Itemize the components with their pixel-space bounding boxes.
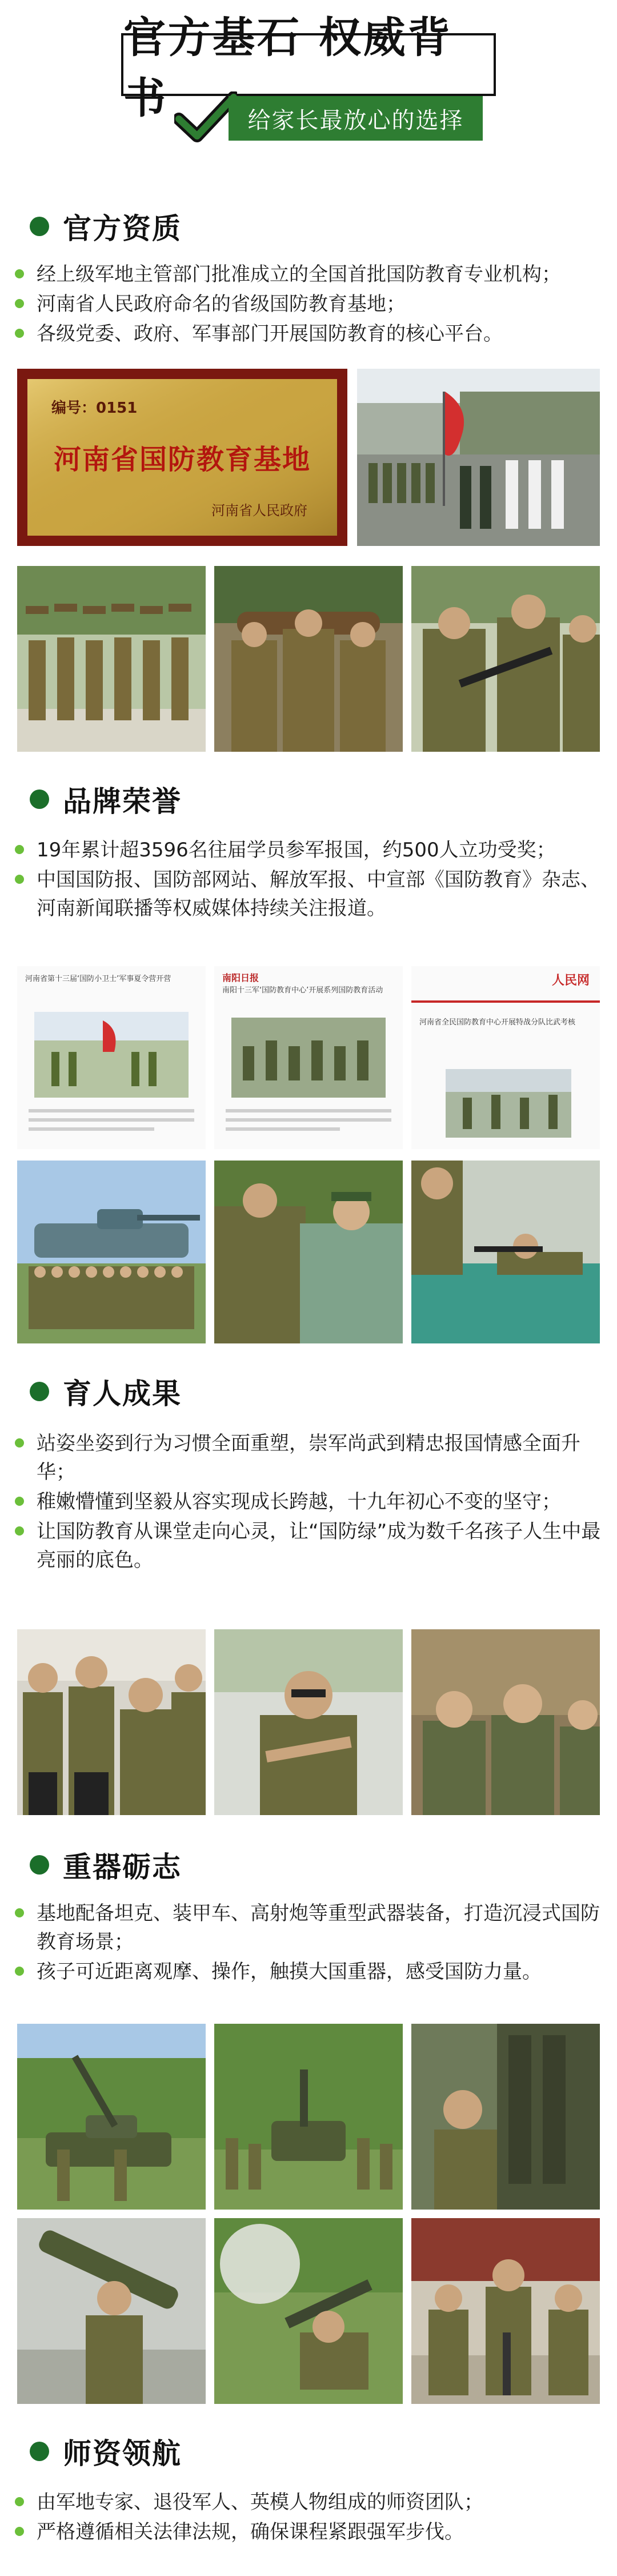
plaque-name: 河南省国防教育基地: [53, 444, 311, 476]
bullet-item: 各级党委、政府、军事部门开展国防教育的核心平台。: [15, 320, 609, 348]
bullet-item: 经上级军地主管部门批准成立的全国首批国防教育专业机构；: [15, 260, 609, 289]
hero-subtitle: 给家长最放心的选择: [229, 96, 483, 141]
bullet-item: 由军地专家、退役军人、英模人物组成的师资团队；: [15, 2488, 609, 2517]
article-masthead: 南阳日报: [222, 972, 259, 983]
bullet-list: [15, 2488, 609, 2547]
section-title: 品牌荣誉: [63, 785, 182, 818]
bullet-item: 稚嫩懵懂到坚毅从容实现成长跨越，十九年初心不变的坚守；: [15, 1488, 609, 1516]
section-title: 育人成果: [63, 1377, 182, 1410]
hero-title: 官方基石 权威背书: [121, 33, 496, 96]
section-title: 官方资质: [63, 212, 182, 245]
bullet-item: 让国防教育从课堂走向心灵，让“国防绿”成为数千名孩子人生中最亮丽的底色。: [15, 1517, 609, 1574]
bullet-item: 中国国防报、国防部网站、解放军报、中宣部《国防教育》杂志、河南新闻联播等权威媒体持续关注报道。: [15, 866, 609, 923]
article-headline: 河南省全民国防教育中心开展特战分队比武考核: [419, 1018, 576, 1027]
plaque-issuer: 河南省人民政府: [211, 503, 307, 519]
article-headline: 南阳十三军‘国防教育中心’开展系列国防教育活动: [222, 986, 383, 995]
bullet-item: 河南省人民政府命名的省级国防教育基地；: [15, 290, 609, 318]
bullet-item: 站姿坐姿到行为习惯全面重塑，崇军尚武到精忠报国情感全面升华；: [15, 1429, 609, 1486]
section-title: 重器砺志: [63, 1851, 182, 1884]
article-headline: 河南省第十三届‘国防小卫士’军事夏令营开营: [25, 975, 171, 983]
bullet-item: 19年累计超3596名往届学员参军报国，约500人立功受奖；: [15, 836, 609, 864]
section-header: [30, 2431, 182, 2472]
article-masthead: 人民网: [551, 974, 590, 988]
plaque-number: 编号：0151: [51, 400, 138, 417]
section-title: 师资领航: [63, 2437, 182, 2470]
bullet-item: 孩子可近距离观摩、操作，触摸大国重器，感受国防力量。: [15, 1957, 609, 1986]
bullet-item: 严格遵循相关法律法规，确保课程紧跟强军步伐。: [15, 2518, 609, 2546]
bullet-item: 基地配备坦克、装甲车、高射炮等重型武器装备，打造沉浸式国防教育场景；: [15, 1899, 609, 1956]
section-dot-icon: [30, 2442, 49, 2461]
